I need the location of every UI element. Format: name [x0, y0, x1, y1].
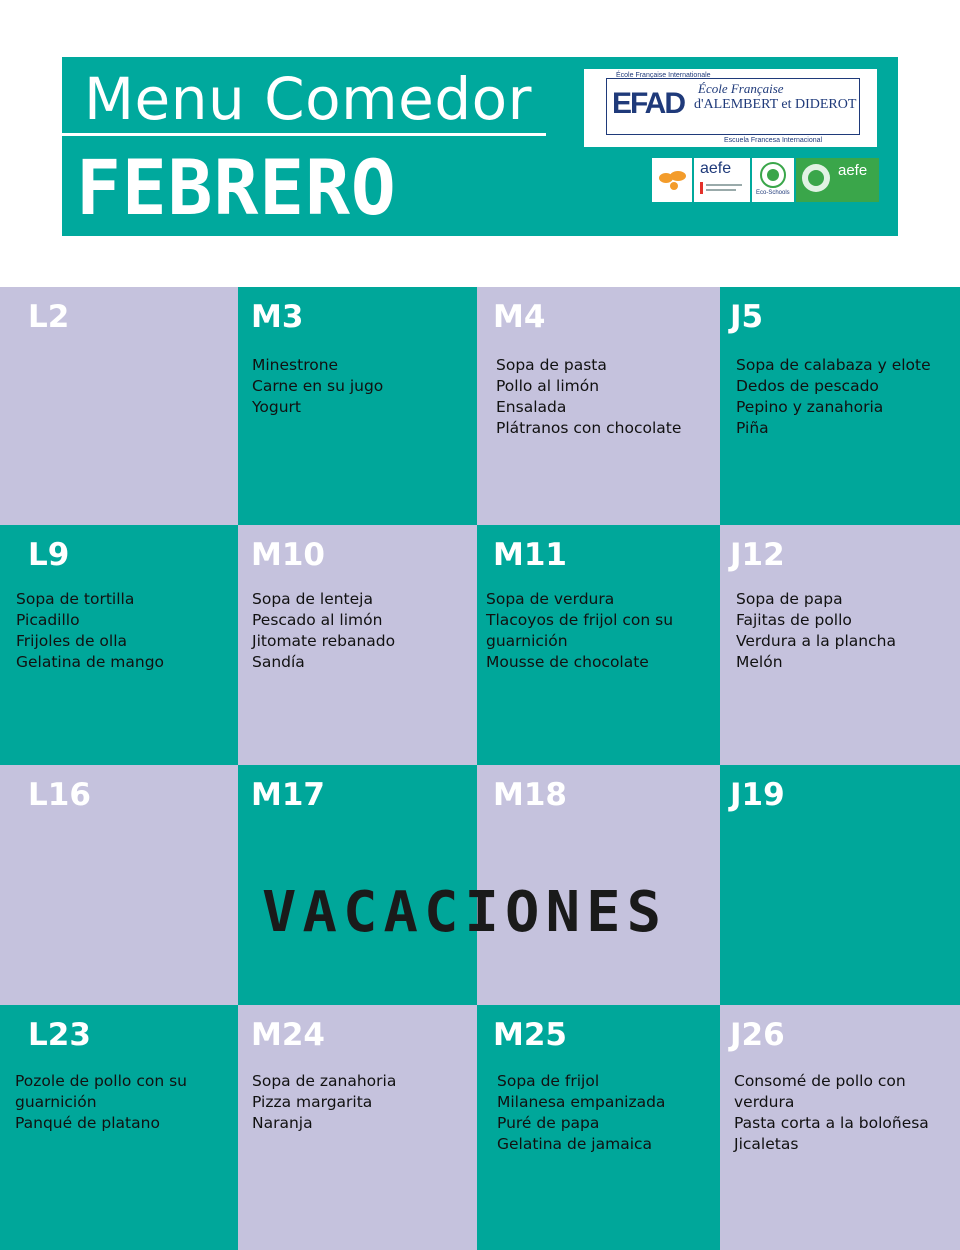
aefe-lines-icon	[694, 158, 750, 202]
calendar-grid	[0, 287, 960, 1250]
menu-item: Yogurt	[252, 398, 302, 416]
eco-schools-badge	[752, 158, 794, 202]
day-label: L2	[28, 299, 70, 335]
day-label: L9	[28, 537, 70, 573]
world-map-icon	[652, 158, 692, 202]
aefe-logo-text: aefe	[700, 160, 732, 177]
menu-item: Melón	[736, 653, 783, 671]
eco-schools-label: Eco-Schools	[756, 190, 790, 196]
month-title: FEBRERO	[76, 143, 397, 232]
day-label: M18	[493, 777, 567, 813]
menu-items	[736, 355, 931, 439]
menu-item: Gelatina de jamaica	[497, 1135, 653, 1153]
menu-item: Pollo al limón	[496, 377, 600, 395]
menu-item: Panqué de platano	[15, 1114, 160, 1132]
day-cell	[477, 287, 720, 525]
menu-item: Pepino y zanahoria	[736, 398, 884, 416]
day-cell	[0, 525, 238, 765]
day-cell	[720, 525, 960, 765]
day-label: L23	[28, 1017, 91, 1053]
menu-item: Pasta corta a la boloñesa	[734, 1114, 929, 1132]
day-label: J26	[730, 1017, 785, 1053]
menu-items	[252, 355, 383, 418]
menu-header	[62, 57, 898, 236]
menu-items	[15, 1071, 187, 1134]
day-cell	[477, 1005, 720, 1250]
day-label: J19	[730, 777, 785, 813]
menu-item: Sopa de pasta	[496, 356, 607, 374]
holiday-label: VACACIONES	[262, 880, 668, 945]
day-cell	[0, 287, 238, 525]
day-label: M4	[493, 299, 546, 335]
day-cell	[720, 765, 960, 1005]
menu-items	[497, 1071, 665, 1155]
menu-item: Dedos de pescado	[736, 377, 879, 395]
menu-items	[736, 589, 896, 673]
day-cell	[0, 1005, 238, 1250]
menu-item: Sopa de frijol	[497, 1072, 600, 1090]
menu-item: Piña	[736, 419, 769, 437]
day-label: M24	[251, 1017, 325, 1053]
menu-item: Verdura a la plancha	[736, 632, 896, 650]
school-logo	[584, 69, 877, 147]
green-seal-icon	[796, 158, 836, 202]
menu-items	[734, 1071, 929, 1155]
menu-item: Consomé de pollo con	[734, 1072, 906, 1090]
menu-items	[486, 589, 673, 673]
logo-name-line1: École Française	[698, 81, 784, 96]
menu-item: Picadillo	[16, 611, 80, 629]
logo-bottom-text: Escuela Francesa Internacional	[724, 137, 823, 144]
menu-item: Plátranos con chocolate	[496, 419, 682, 437]
menu-items	[252, 589, 395, 673]
partner-badges	[652, 158, 879, 202]
day-label: M25	[493, 1017, 567, 1053]
menu-item: Pizza margarita	[252, 1093, 373, 1111]
day-label: L16	[28, 777, 91, 813]
menu-items	[16, 589, 164, 673]
menu-item: Pescado al limón	[252, 611, 383, 629]
day-cell	[477, 525, 720, 765]
menu-item: Sopa de papa	[736, 590, 843, 608]
title-divider	[62, 133, 546, 136]
logo-top-text: École Française Internationale	[616, 72, 711, 79]
world-map-badge	[652, 158, 692, 202]
menu-item: Carne en su jugo	[252, 377, 384, 395]
menu-item: Jicaletas	[734, 1135, 799, 1153]
menu-item: Sopa de tortilla	[16, 590, 135, 608]
menu-items	[252, 1071, 396, 1134]
aefe-badge	[694, 158, 750, 202]
aefe-green-badge	[796, 158, 879, 202]
menu-item: Tlacoyos de frijol con su	[486, 611, 674, 629]
day-label: M11	[493, 537, 567, 573]
menu-item: Sandía	[252, 653, 305, 671]
menu-item: Sopa de calabaza y elote	[736, 356, 931, 374]
logo-mark: EFAD	[612, 87, 685, 120]
day-cell	[238, 287, 477, 525]
menu-item: Naranja	[252, 1114, 313, 1132]
day-label: M3	[251, 299, 304, 335]
menu-item: Gelatina de mango	[16, 653, 165, 671]
menu-item: Puré de papa	[497, 1114, 600, 1132]
menu-item: Sopa de zanahoria	[252, 1072, 397, 1090]
day-cell	[720, 1005, 960, 1250]
menu-item: guarnición	[15, 1093, 97, 1111]
logo-name-line2: d'ALEMBERT et DIDEROT	[694, 97, 857, 112]
day-label: M10	[251, 537, 325, 573]
menu-item: Milanesa empanizada	[497, 1093, 666, 1111]
menu-item: Minestrone	[252, 356, 339, 374]
menu-item: Frijoles de olla	[16, 632, 127, 650]
menu-item: Jitomate rebanado	[252, 632, 396, 650]
day-cell	[720, 287, 960, 525]
menu-item: guarnición	[486, 632, 568, 650]
menu-item: Pozole de pollo con su	[15, 1072, 187, 1090]
day-label: M17	[251, 777, 325, 813]
menu-item: Sopa de verdura	[486, 590, 615, 608]
aefe-logo-text-2: aefe	[838, 162, 868, 179]
day-cell	[238, 1005, 477, 1250]
menu-item: Fajitas de pollo	[736, 611, 852, 629]
day-label: J12	[730, 537, 785, 573]
day-cell	[0, 765, 238, 1005]
page-title: Menu Comedor	[84, 65, 532, 133]
day-cell	[238, 525, 477, 765]
menu-item: Sopa de lenteja	[252, 590, 373, 608]
menu-items	[496, 355, 681, 439]
menu-item: Mousse de chocolate	[486, 653, 649, 671]
day-label: J5	[730, 299, 764, 335]
menu-item: Ensalada	[496, 398, 567, 416]
menu-item: verdura	[734, 1093, 795, 1111]
